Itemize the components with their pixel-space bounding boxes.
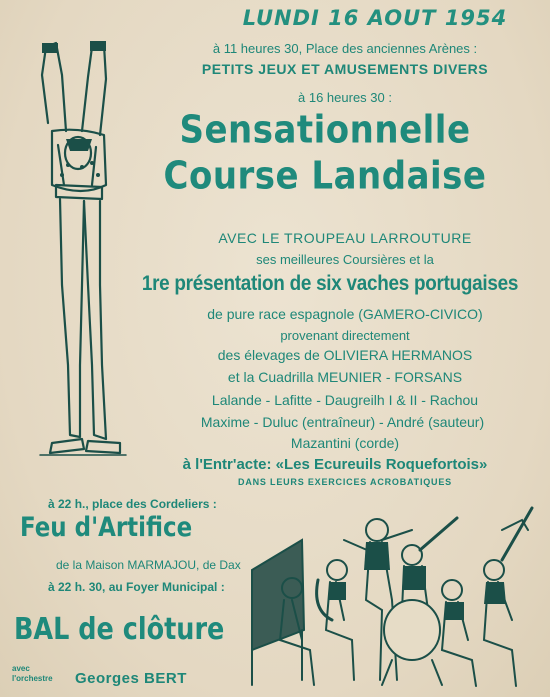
coursieres-line: ses meilleures Coursières et la (256, 252, 434, 267)
names-line-2: Maxime - Duluc (entraîneur) - André (sauteur) (200, 414, 485, 430)
band-name: Georges BERT (75, 670, 187, 687)
orchestre-word: l'orchestre (12, 674, 53, 683)
afternoon-time: à 16 heures 30 : (298, 90, 392, 105)
names-line-1: Lalande - Lafitte - Daugreilh I & II - Rachou (211, 392, 479, 408)
provenant-line: provenant directement (280, 328, 410, 343)
exercices-line: DANS LEURS EXERCICES ACROBATIQUES (238, 477, 452, 487)
entracte-line: à l'Entr'acte: «Les Ecureuils Roquefortois» (182, 456, 488, 473)
names-line-3: Mazantini (corde) (290, 435, 400, 451)
race-line: de pure race espagnole (GAMERO-CIVICO) (207, 306, 483, 322)
feu-artifice-title: Feu d'Artifice (20, 512, 193, 543)
morning-event: PETITS JEUX ET AMUSEMENTS DIVERS (201, 61, 489, 77)
sauteur-illustration (22, 35, 132, 485)
title-line-1: Sensationnelle (179, 107, 471, 153)
cuadrilla-line: et la Cuadrilla MEUNIER - FORSANS (227, 369, 463, 385)
cordeliers-line: à 22 h., place des Cordeliers : (48, 497, 217, 511)
foyer-line: à 22 h. 30, au Foyer Municipal : (48, 580, 225, 594)
bal-title: BAL de clôture (14, 612, 225, 647)
event-date: LUNDI 16 AOUT 1954 (242, 6, 508, 30)
avec-label (12, 664, 53, 684)
morning-time-place: à 11 heures 30, Place des anciennes Arènes : (212, 41, 478, 56)
title-line-2: Course Landaise (163, 153, 487, 199)
troupeau-line: AVEC LE TROUPEAU LARROUTURE (218, 230, 472, 246)
orchestra-illustration (232, 500, 537, 690)
maison-line: de la Maison MARMAJOU, de Dax (56, 558, 241, 572)
elevages-line: des élevages de OLIVIERA HERMANOS (217, 347, 473, 363)
presentation-line: 1re présentation de six vaches portugaises (141, 272, 519, 295)
avec-word: avec (12, 664, 30, 673)
